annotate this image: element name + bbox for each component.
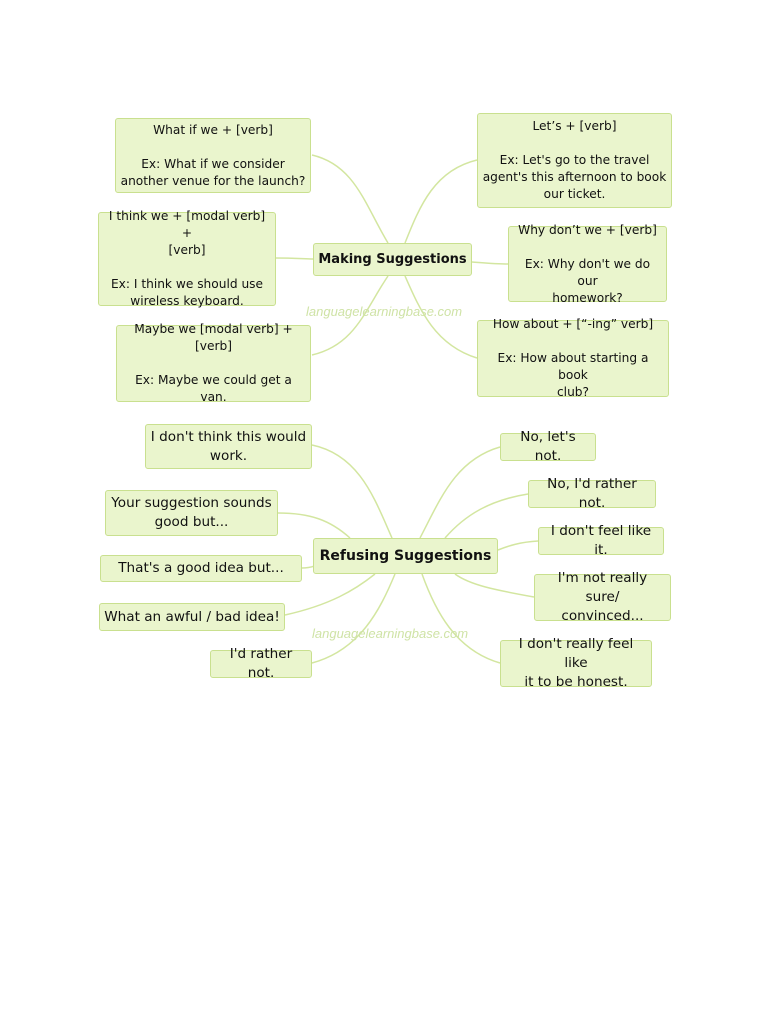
refusing-left-node-3 bbox=[100, 555, 302, 582]
node-line bbox=[586, 239, 590, 256]
refusing-right-node-1 bbox=[500, 429, 596, 464]
node-line: I don't really feel like bbox=[518, 636, 634, 671]
node-line: I'd rather not. bbox=[229, 646, 293, 681]
connector-refusing-left-5 bbox=[312, 574, 395, 663]
node-line: [verb] bbox=[195, 339, 232, 353]
node-line: Ex: Let's go to the travel bbox=[499, 153, 650, 167]
node-line: No, let's not. bbox=[520, 429, 576, 464]
node-line: Ex: Maybe we could get a van. bbox=[135, 373, 292, 404]
node-line: another venue for the launch? bbox=[120, 173, 306, 188]
node-line bbox=[185, 259, 189, 276]
node-line: I don't think this would bbox=[150, 428, 307, 445]
refusing-right-node-3 bbox=[538, 523, 664, 558]
node-line: agent's this afternoon to book bbox=[482, 170, 667, 184]
node-line bbox=[571, 333, 575, 350]
node-line: I'm not really sure/ bbox=[557, 570, 648, 605]
connector-refusing-left-2 bbox=[278, 513, 350, 538]
making-suggestions-title: Making Suggestions bbox=[318, 252, 467, 267]
node-line bbox=[212, 355, 216, 372]
connector-making-right-1 bbox=[405, 160, 477, 243]
node-line bbox=[211, 139, 215, 156]
node-line: Ex: Why don't we do our bbox=[524, 256, 651, 288]
making-right-node-3 bbox=[477, 317, 669, 399]
node-line bbox=[573, 135, 577, 152]
watermark-refusing: languagelearningbase.com bbox=[312, 626, 469, 641]
node-line: Why don’t we + [verb] bbox=[518, 222, 657, 237]
making-right-node-1 bbox=[477, 113, 672, 208]
refusing-left-node-1 bbox=[145, 424, 312, 469]
refusing-left-node-5 bbox=[210, 646, 312, 681]
connector-making-left-2 bbox=[275, 258, 313, 259]
node-line: our ticket. bbox=[543, 187, 606, 201]
refusing-suggestions-title: Refusing Suggestions bbox=[319, 547, 492, 564]
node-line: work. bbox=[209, 447, 248, 464]
connector-making-left-1 bbox=[312, 155, 388, 243]
refusing-left-node-2 bbox=[105, 490, 278, 536]
connector-refusing-right-1 bbox=[420, 447, 500, 538]
node-line: homework? bbox=[552, 290, 623, 305]
node-line: Ex: What if we consider bbox=[141, 156, 285, 171]
making-left-node-3 bbox=[116, 322, 311, 404]
node-line: it to be honest. bbox=[524, 674, 628, 690]
watermark-making: languagelearningbase.com bbox=[306, 304, 463, 319]
connector-making-right-2 bbox=[472, 262, 508, 264]
node-line: club? bbox=[556, 385, 590, 399]
node-line: I don't feel like it. bbox=[550, 523, 652, 558]
node-line: Your suggestion sounds bbox=[111, 495, 272, 511]
refusing-right-node-5 bbox=[500, 636, 652, 690]
connector-refusing-right-3 bbox=[498, 541, 538, 550]
node-line: Ex: I think we should use bbox=[110, 277, 264, 291]
refusing-right-node-2 bbox=[528, 476, 656, 511]
node-line: What an awful / bad idea! bbox=[104, 608, 280, 625]
node-line: That's a good idea but... bbox=[118, 560, 284, 576]
connector-refusing-right-2 bbox=[445, 494, 528, 538]
connector-refusing-left-1 bbox=[312, 445, 392, 538]
node-line: What if we + [verb] bbox=[153, 122, 273, 137]
node-line: wireless keyboard. bbox=[130, 294, 244, 308]
refusing-left-node-4 bbox=[99, 603, 285, 631]
node-line: No, I'd rather not. bbox=[547, 476, 637, 511]
making-left-node-1 bbox=[115, 118, 311, 193]
node-line: convinced... bbox=[561, 608, 644, 624]
node-line: How about + [“-ing” verb] bbox=[492, 317, 654, 331]
node-line: I think we + [modal verb] + bbox=[108, 209, 266, 240]
node-line: good but... bbox=[154, 514, 229, 530]
node-line: Ex: How about starting a book bbox=[497, 351, 649, 382]
node-line: [verb] bbox=[168, 243, 206, 257]
node-line: Maybe we [modal verb] + bbox=[134, 322, 293, 336]
making-left-node-2 bbox=[98, 209, 276, 308]
node-line: Let’s + [verb] bbox=[532, 119, 617, 133]
connector-refusing-right-4 bbox=[455, 574, 534, 597]
making-right-node-2 bbox=[508, 222, 667, 305]
refusing-right-node-4 bbox=[534, 570, 671, 624]
refusing-suggestions-center-node bbox=[313, 538, 498, 574]
making-suggestions-center-node bbox=[313, 243, 472, 276]
